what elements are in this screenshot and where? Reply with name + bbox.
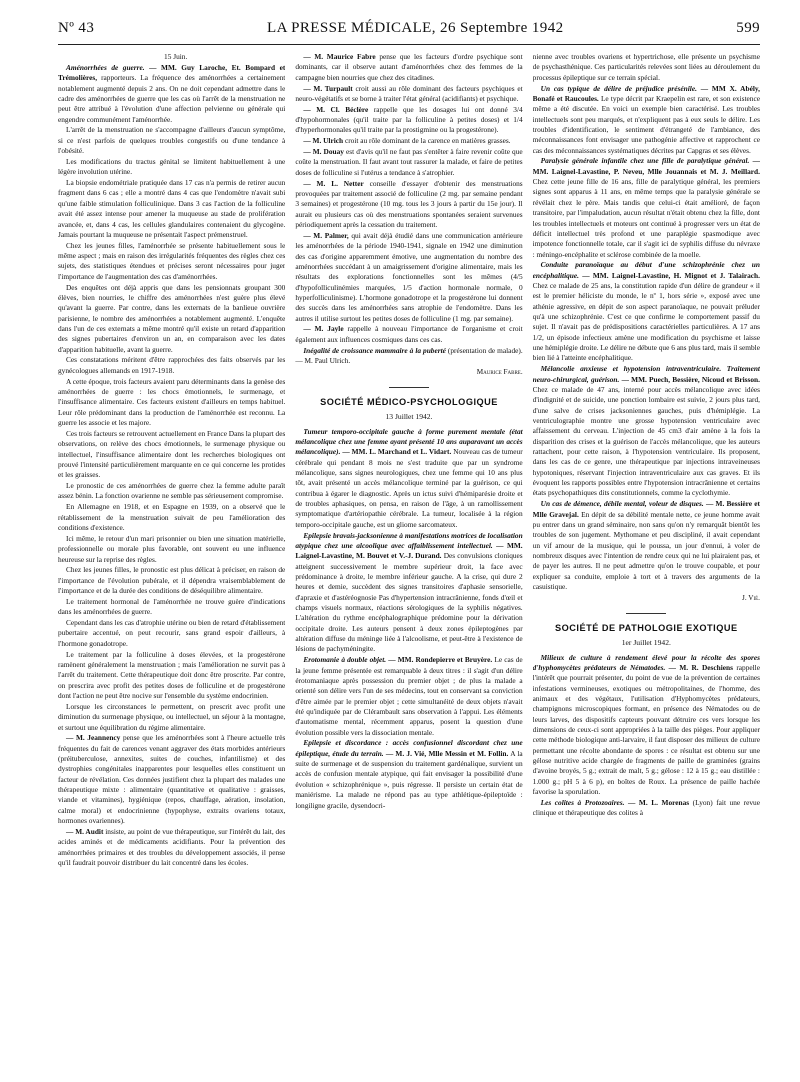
paragraph: — M. Turpault croit aussi au rôle dominant des facteurs psychiques et neuro-végétatifs et se borne à traiter l'état général (acidifiants) et psychique. <box>295 83 523 103</box>
paragraph: Le traitement hormonal de l'aménorrhée ne trouve guère d'indications dans les aménorrhées de guerre. <box>58 596 286 617</box>
paragraph: — M. Jayle rappelle à nouveau l'importance de l'organisme et croit également aux influences cosmiques dans ces cas. <box>295 324 523 344</box>
section-heading: SOCIÉTÉ DE PATHOLOGIE EXOTIQUE <box>555 623 738 634</box>
paragraph: — M. Douay est d'avis qu'il ne faut pas s'entêter à faire revenir coûte que coûte la menstruation. Il faut avant tout rassurer la malade, et faire de petites doses de folliculine si l'utérus a tendance à s'atrophier. <box>295 147 523 177</box>
page-header <box>58 20 760 42</box>
author-signature: Maurice Fabre. <box>476 367 523 376</box>
paragraph: Tumeur temporo-occipitale gauche à forme purement mentale (état mélancolique chez une femme ayant présenté 10 ans auparavant un accès mélancolique). — MM. L. Marchand et L. Vidart. Nouveau cas de tumeur cérébrale qui pendant 8 mois ne s'est traduite que par un syndrome mélancolique, sans signes neurologiques, chez une femme qui 10 ans plus tôt, avait présenté un accès mélancolique terminé par la guérison, ce qui contribua à égarer le diagnostic. Après un ictus suivi d'hémiparésie droite et de troubles aphasiques, on pensa, en raison de l'âge, à un ramollissement symptomatique d'artériopathie cérébrale. La tumeur, localisée à la région temporo-occipitale gauche, est un gliome sarcomateux. <box>295 426 523 529</box>
column-3 <box>533 52 760 1074</box>
paragraph: Paralysie générale infantile chez une fille de paralytique général. — MM. Laignel-Lavastine, P. Neveu, Mlle Jouannais et M. J. Meillard. Chez cette jeune fille de 16 ans, fille de paralytique général, les premiers signes sont apparus à 11 ans, en même temps que la paralysie générale se révélait chez le père. Mais tandis que celui-ci était amélioré, de façon transitoire, par l'impaludation, aucun résultat n'était obtenu chez la fille, dont les troubles intellectuels et moteurs ont continué à progresser vers un état de déficit intellectuel très profond et une paraplégie spasmodique avec impotence fonctionnelle totale, car il s'agit ici de syphilis diffuse du névraxe : méningo-encéphalite et sclérose combinée de la moelle. <box>532 156 760 259</box>
paragraph: Milieux de culture à rendement élevé pour la récolte des spores d'hyphomycètes prédateurs de Nématodes. — M. R. Deschiens rappelle l'intérêt que pourrait présenter, du point de vue de la prévention de certaines infestations vermineuses, exotiques ou métropolitaines, de l'homme, des animaux et des végétaux, l'utilisation d'Hyphomycètes prédateurs, champignons microscopiques formant, en présence des Nématodes ou de leurs larves, des dispositifs capteurs pouvant détruire ces vers lorsque les dimensions de ceux-ci sont appropriées à la taille des pièges. Pour appliquer cette méthode biologique anti-larvaire, il faut disposer des milieux de culture permettant une récolte abondante de spores : ce résultat est obtenu sur une gélose nutritive acide chargée de fragments de paille de graminées (grains d'avoine broyés, 5 g.; extrait de malt, 5 g.; gélose : 12 à 15 g.; eau distillée : 1.000 g.; pH 5 à 6 p), en boîtes de Roux. La présence de paille hachée favorise la sporulation. <box>532 652 760 797</box>
paragraph: Un cas de démence, débile mental, voleur de disques. — M. Bessière et Mlle Gravejal. En dépit de sa débilité mentale nette, ce jeune homme avait pu entrer dans un grand séminaire, non sans qu'on n'y remarquât bientôt les troubles de son jugement. Mythomane et peu discipliné, il avait cependant un vif amour de la musique, qui le poussa, un jour d'ennui, à voler de nombreux disques avec l'intention de rendre ceux qui ne lui plairaient pas, et de payer les autres. Il ne peut admettre qu'on le trouve coupable, et pour expliquer sa conduite, emploie à tort et à travers des arguments de la casuistique. <box>532 499 760 592</box>
paragraph: Mélancolie anxieuse et hypotension intraventriculaire. Traitement neuro-chirurgical, guérison. — MM. Puech, Bessière, Nicoud et Brisson. Chez ce malade de 47 ans, interné pour accès mélancolique avec idées d'indignité et de suicide, une ponction lombaire est suivie, 2 jours plus tard, d'une salve de crises jacksoniennes gauches, puis d'hémiplégie. La ventriculographie montre une grosse hypotension ventriculaire avec affaissement du cerveau. L'injection de 45 cm3 d'air amène à la fois la disparition des crises et la guérison de l'accès mélancolique, que les auteurs rattachent, pour cette raison, à l'hypotension ventriculaire. Ils proposent, dans les cas de ce genre, une thérapeutique par injections intraveineuses hypotoniques, réservant l'injection intraventriculaire aux cas graves. Et ils évoquent les rapports possibles entre l'hypotension intracrânienne et certains états psychopathiques dits constitutionnels, comme la cyclothymie. <box>532 364 760 498</box>
paragraph: Des enquêtes ont déjà appris que dans les pensionnats groupant 300 élèves, bien nourries, le chiffre des aménorrhées n'est guère plus élevé qu'avant la guerre. Par contre, dans les externats de la banlieue ouvrière parisienne, le nombre des aménorrhées a notablement augmenté. L'enquête dans l'un de ces externats a même montré qu'il existe un retard d'apparition des signes pubertaires d'environ un an, en comparaison avec les dates d'apparition habituelle, avant la guerre. <box>58 282 286 354</box>
paragraph: A cette époque, trois facteurs avaient paru déterminants dans la genèse des aménorrhées de guerre : les chocs émotionnels, le surmenage, et l'insuffisance alimentaire. Ces facteurs existent d'ailleurs en temps habituel. Leur rôle prédominant dans la production de l'aménorrhée est reconnu. La guerre les associe et les majore. <box>58 376 286 428</box>
paragraph: Cependant dans les cas d'atrophie utérine ou bien de retard d'établissement pubertaire accentué, on peut recourir, sans grand espoir d'ailleurs, à l'hormone gonadotrope. <box>58 618 286 648</box>
paragraph: — M. Audit insiste, au point de vue thérapeutique, sur l'intérêt du lait, des acides aminés et de médicaments acidifiants. Pour la prévention des aménorrhées primaires et des troubles du développement associés, il pense qu'il faudrait pouvoir distribuer du lait concentré dans les écoles. <box>58 826 286 867</box>
section-divider <box>389 387 429 388</box>
paragraph: Lorsque les circonstances le permettent, on prescrit avec profit une diminution du surmenage physique, ou intellectuel, un séjour à la montagne, et surtout une équilibration du régime alimentaire. <box>58 701 286 732</box>
paragraph: Epilepsie et discordance : accès confusionnel discordant chez une épileptique, étude du terrain. — M. J. Vié, Mlle Messin et M. Follin. A la suite de surmenage et de suspension du traitement gardénalique, survient un accès de confusion mentale atypique, qui fait envisager la possibilité d'une évolution « schizophrénique », puis régresse. Il persiste un certain état de maniérisme. La malade ne répond pas au type athlétique-épileptoïde : longiligne gracile, dysendocri- <box>295 738 523 810</box>
paragraph: Le traitement par la folliculine à doses élevées, et la progestérone ramènent généralement la menstruation ; mais l'amélioration ne survit pas à l'arrêt du traitement. Cette thérapeutique doit donc être proscrite. Par contre, on prescrira avec profit des petites doses de folliculine et de progestérone dont l'action ne peut être nocive sur l'ensemble du système endocrinien. <box>58 649 286 700</box>
paragraph: La biopsie endométriale pratiquée dans 17 cas n'a permis de retirer aucun fragment dans 6 cas ; elle a montré dans 4 cas que l'endomètre n'avait subi qu'une faible stimulation folliculinique. Dans 3 cas l'action de la folliculine avait été assez intense pour amener la muqueuse au stade de prolifération avancée, et, dans 4 cas, les cellules glandulaires contenaient du glycogène. Jamais pourtant la muqueuse ne présentait l'aspect prémenstruel. <box>58 178 286 239</box>
paragraph: — M. L. Netter conseille d'essayer d'obtenir des menstruations provoquées par traitement associé de folliculine (2 mg. par semaine pendant 3 semaines) et progestérone (10 mg. tous les 3 jours à partir du 15e jour). Il aurait eu plusieurs cas où des menstruations spontanées seraient survenues périodiquement après la cessation du traitement. <box>295 178 523 229</box>
paragraph: Aménorrhées de guerre. — MM. Guy Laroche, Et. Bompard et Trémolières, rapporteurs. La fréquence des aménorrhées a certainement notablement augmenté depuis 2 ans. On ne doit cependant admettre dans le cadre des aménorrhées de guerre que les cas où l'arrêt de la menstruation ne peut être attribué à l'évolution d'une affection pelvienne ou générale qui engendre communément l'aménorrhée. <box>58 62 286 124</box>
page-number: 599 <box>736 20 760 36</box>
paragraph: Epilepsie bravais-jacksonienne à manifestations motrices de localisation atypique chez une alcoolique avec affaiblissement intellectuel. — MM. Laignel-Lavastine, M. Bouvet et V.-J. Durand. Des convulsions cloniques atteignent successivement le membre supérieur droit, la face avec prédominance à droite, le membre inférieur gauche. A la crise, qui dure 2 heures et demie, succèdent des signes transitoires d'aphasie sensorielle, d'apraxie et d'astéréognosie Pas d'hypertension intracrânienne, fonds d'œil et champs visuels normaux, réactions sérologiques de la syphilis négatives. L'altération du rythme encéphalographique prédomine pour la dérivation occipitale droite. Les auteurs pensent à deux zones épileptogènes par altération diffuse du méninge liée à l'alcoolisme, et peut-être à l'existence de lésions de pachyméningite. <box>295 530 523 654</box>
paragraph: Chez les jeunes filles, le pronostic est plus délicat à préciser, en raison de l'importance de l'évolution pubérale, et il dépendra vraisemblablement de l'importance et de la durée des conditions de déséquilibre alimentaire. <box>58 565 286 596</box>
paragraph: Les colites à Protozoaires. — M. L. Morenas (Lyon) fait une revue clinique et thérapeutique des colites à <box>532 798 760 818</box>
paragraph: Les modifications du tractus génital se limitent habituellement à une légère involution utérine. <box>58 156 286 177</box>
issue-number: Nº 43 <box>58 20 95 36</box>
paragraph: nienne avec troubles ovariens et hypertrichose, elle présente un psychisme de psychasthénique. Ces particularités relevées sont liées au déroulement du processus épileptique sur ce terrain spécial. <box>532 52 760 82</box>
text-columns <box>58 52 760 1074</box>
journal-title: LA PRESSE MÉDICALE, 26 Septembre 1942 <box>267 20 564 36</box>
paragraph: L'arrêt de la menstruation ne s'accompagne d'ailleurs d'aucun symptôme, si ce n'est parfois de quelques troubles congestifs ou d'une tendance à l'obésité. <box>58 125 286 156</box>
paragraph: Chez les jeunes filles, l'aménorrhée se présente habituellement sous le même aspect ; mais en raison des irrégularités fréquentes des règles chez ces sujets, des statistiques étendues et précises seront nécessaires pour juger l'importance de l'augmentation des cas d'aménorrhées. <box>58 240 286 281</box>
paragraph: Ici même, le retour d'un mari prisonnier ou bien une situation matérielle, professionnelle ou morale plus favorable, ont souvent eu une influence heureuse sur la reprise des règles. <box>58 533 286 564</box>
section-date: 1er Juillet 1942. <box>621 638 671 647</box>
paragraph: — M. Maurice Fabre pense que les facteurs d'ordre psychique sont dominants, car il observe autant d'aménorrhées chez des femmes de la campagne bien nourries que chez des citadines. <box>295 52 523 82</box>
paragraph: Un cas typique de délire de préjudice présénile. — MM X. Abély, Bonafé et Raucoules. Le type décrit par Kraepelin est rare, et son existence même a été discutée. En voici un exemple bien caractérisé. Les troubles intellectuels sont peu marqués, et n'expliquent pas à eux seuls le délire. Les troubles d'identification, le sentiment d'étrangeté de l'ambiance, des méconnaissances font envisager une pathogénie affective et rapprochent ce cas des méconnaissances systématiques décrites par Capgras et ses élèves. <box>532 83 760 155</box>
paragraph: Le pronostic de ces aménorrhées de guerre chez la femme adulte paraît assez bénin. La fonction ovarienne ne semble pas sérieusement compromise. <box>58 481 286 501</box>
column-2 <box>295 52 522 1074</box>
section-date: 13 Juillet 1942. <box>385 411 433 421</box>
paragraph: Conduite paranoïaque au début d'une schizophrénie chez un encéphalitique. — MM. Laignel-Lavastine, H. Mignot et J. Talairach. Chez ce malade de 25 ans, la constitution rapide d'un délire de grandeur « il est le premier héliciste du monde, le nº 1, hors série », exposé avec une athénie agressive, en dépit de son aspect paranoïaque, ne pouvait préluder qu'à une schizophrénie. C'est ce que confirme le comportement passif du sujet. Il n'avait pas de prédispositions caractérielles particulières. A 17 ans 1/2, un épisode infectieux amène une modification du psychisme et laisse une hémiplégie droite. Le délire ne débute que 6 ans plus tard, mais il semble bien lié à l'atteinte encéphalitique. <box>532 260 760 363</box>
paragraph: — M. Jeannency pense que les aménorrhées sont à l'heure actuelle très fréquentes du fait de carences venant aggraver des états morbides antérieurs (préituberculose, annexites, suites de couches, infantilisme) et des dystrophies congénitales inapparentes pour lesquelles elles constituent un facteur de révélation. Ces données justifient chez la plupart des malades une thérapeutique mixte : alimentaire (quantitative et qualitative : graisses, viande et vitamines), hygiénique (repos, chauffage, aération, insolation, calme moral) et endocrinienne (hypophyse, extraits ovariens totaux, hormones ovariennes). <box>58 733 286 826</box>
column-1 <box>58 52 285 1074</box>
section-divider <box>626 613 666 614</box>
author-signature: J. Vié. <box>742 593 760 602</box>
paragraph: Ces trois facteurs se retrouvent actuellement en France Dans la plupart des observations, on relève des chocs émotionnels, le surmenage physique ou intellectuel, l'insuffisance alimentaire dont les recherches biologiques ont prouvé l'intensité particulièrement marquante en ce qui concerne les protides et les graisses. <box>58 428 286 480</box>
paragraph: — M. Ulrich croit au rôle dominant de la carence en matières grasses. <box>303 136 511 146</box>
paragraph: Ces constatations méritent d'être rapprochées des faits observés par les gynécologues allemands en 1917-1918. <box>58 355 286 375</box>
section-heading: SOCIÉTÉ MÉDICO-PSYCHOLOGIQUE <box>320 396 498 407</box>
session-date: 15 Juin. <box>164 52 188 61</box>
paragraph: Erotomanie à double objet. — MM. Rondepierre et Bruyère. Le cas de la jeune femme présentée est remarquable à deux titres : il s'agit d'un délire érotomaniaque après possession du premier objet ; de plus la malade a orienté son délire vers l'un de ses médecins, tout en conservant sa conviction d'être aimée par le premier objet ; cette simultanéité de deux objets n'avait été qu'indiquée par de Clérambault sans observation à l'appui. Les éléments d'automatisme mental, récemment apparus, posent la question d'une évolution possible vers la dissociation mentale. <box>295 655 523 737</box>
paragraph: Inégalité de croissance mammaire à la puberté (présentation de malade). — M. Paul Ulrich. <box>295 345 523 365</box>
paragraph: — M. Cl. Béclère rappelle que les dosages lui ont donné 3/4 d'hypohormonales (qu'il traite par la folliculine à petites doses) et 1/4 d'hyperhormonales qu'il traite par la prostigmine ou la progestérone). <box>295 104 523 135</box>
header-rule <box>58 44 760 45</box>
paragraph: En Allemagne en 1918, et en Espagne en 1939, on a observé que le rétablissement de la menstruation suivait de peu l'amélioration des conditions d'existence. <box>58 502 286 532</box>
paragraph: — M. Palmer, qui avait déjà étudié dans une communication antérieure les aménorrhées de la période 1940-1941, signale en 1942 une diminution des cas d'origine apparemment émotive, une augmentation du nombre des aménorrhées succédant à un amaigrissement d'origine alimentaire, mais les résultats des explorations fonctionnelles sont les mêmes (4/5 d'hypofolliculinémies marquées, 1/5 d'action hormonale normale, 0 hyperfolliculinisme). L'hormone gonadotrope et la progestérone lui donnent des succès dans les aménorrhées sans atrophie de l'endomètre. Dans les autres il utilise surtout les petites doses de folliculine (1 mg. par semaine). <box>295 230 523 323</box>
